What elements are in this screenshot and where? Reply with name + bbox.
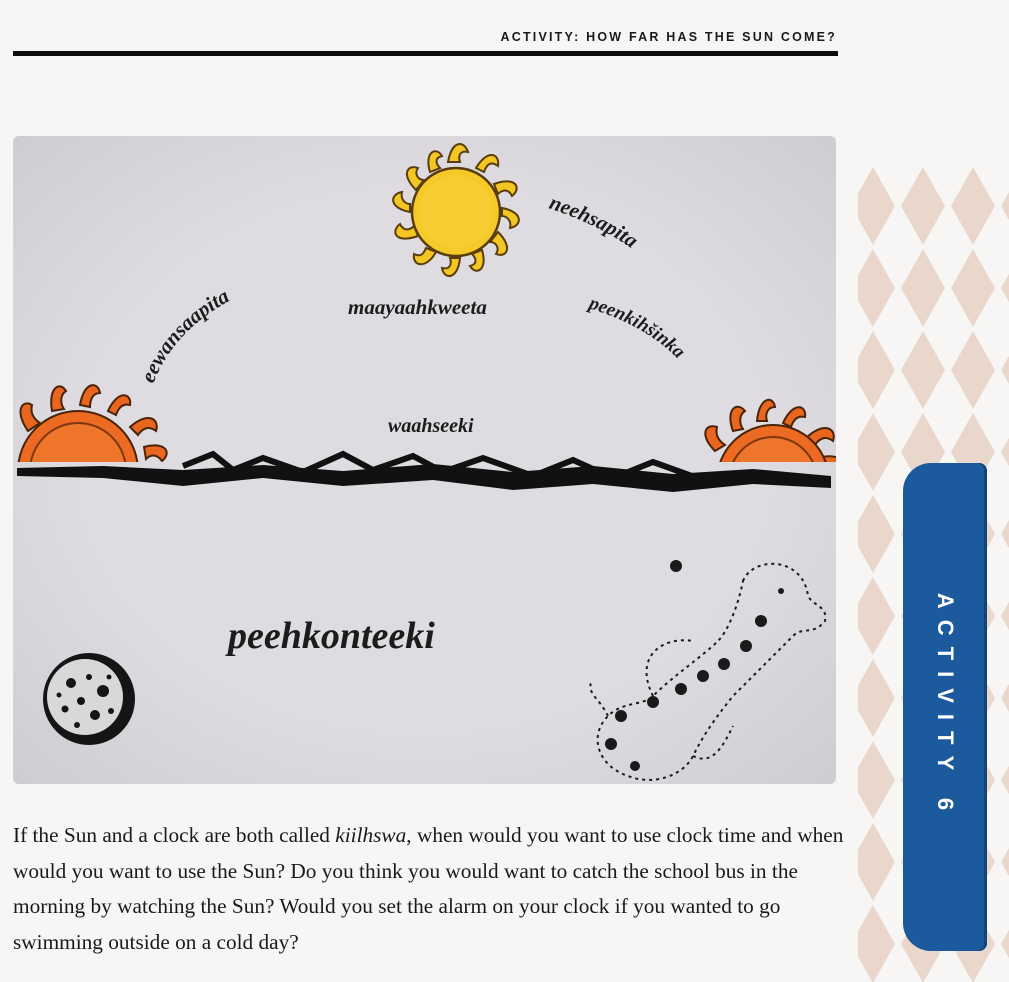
label-waahseeki: waahseeki bbox=[388, 415, 474, 437]
label-neehsapita: neehsapita bbox=[546, 190, 643, 253]
sun-path-illustration bbox=[13, 136, 836, 784]
activity-tab-label: ACTIVITY 6 bbox=[933, 592, 958, 822]
activity-side-tab bbox=[903, 463, 987, 951]
page-header-title: ACTIVITY: HOW FAR HAS THE SUN COME? bbox=[500, 30, 837, 44]
label-peehkonteeki: peehkonteeki bbox=[228, 615, 435, 657]
label-maayaahkweeta: maayaahkweeta bbox=[348, 295, 487, 319]
label-peenkihsinka: peenkihšinka bbox=[586, 292, 690, 363]
label-eewansaapita: eewansaapita bbox=[135, 283, 234, 386]
body-text-emphasis: kiilhswa bbox=[335, 823, 407, 847]
body-paragraph bbox=[13, 818, 848, 960]
moon-icon bbox=[43, 653, 135, 745]
body-text-part2: , when would you want to use clock time and when would you want to use the Sun? Do you think you would want to catch the school bus in the morning by watching the Sun? Would you set the alarm on your clock if you wanted to go swimming outside on a cold day? bbox=[13, 823, 844, 954]
header-rule bbox=[13, 51, 838, 56]
body-text-part1: If the Sun and a clock are both called bbox=[13, 823, 336, 847]
